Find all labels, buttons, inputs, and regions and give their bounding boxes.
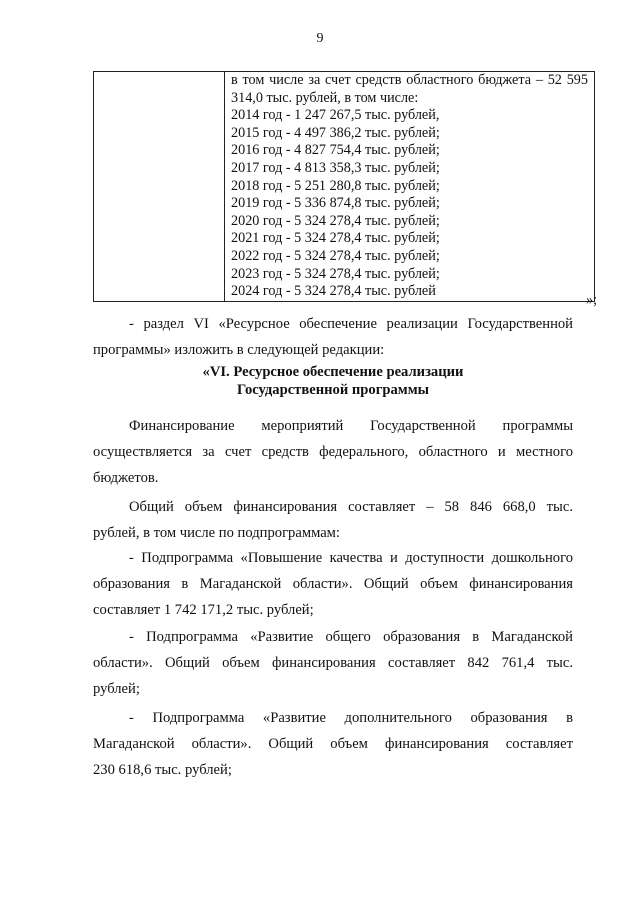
year-line: 2015 год - 4 497 386,2 тыс. рублей; bbox=[231, 124, 440, 141]
year-line: 2024 год - 5 324 278,4 тыс. рублей bbox=[231, 283, 436, 300]
paragraph-line: рублей, в том числе по подпрограммам: bbox=[93, 525, 340, 541]
section-title-line: «VI. Ресурсное обеспечение реализации bbox=[202, 364, 464, 380]
year-line: 2022 год - 5 324 278,4 тыс. рублей; bbox=[231, 247, 440, 264]
table-cell-left bbox=[94, 72, 225, 302]
section-title bbox=[93, 363, 573, 399]
paragraph-line: - Подпрограмма «Повышение качества и доступности дошкольного bbox=[129, 550, 573, 566]
paragraph-line: 230 618,6 тыс. рублей; bbox=[93, 762, 232, 778]
year-line: 2021 год - 5 324 278,4 тыс. рублей; bbox=[231, 230, 440, 247]
paragraph-line: рублей; bbox=[93, 681, 140, 697]
subprogram-3-paragraph bbox=[93, 705, 573, 783]
paragraph-line: составляет 1 742 171,2 тыс. рублей; bbox=[93, 602, 314, 618]
budget-intro: в том числе за счет средств областного бюджета – 52 595 314,0 тыс. рублей, в том числе: bbox=[231, 72, 588, 106]
paragraph-line: Общий объем финансирования составляет – 58 846 668,0 тыс. bbox=[129, 499, 573, 515]
year-line: 2019 год - 5 336 874,8 тыс. рублей; bbox=[231, 195, 440, 212]
table-row bbox=[94, 72, 595, 302]
budget-table bbox=[93, 71, 595, 302]
subprogram-2-paragraph bbox=[93, 624, 573, 702]
paragraph-line: области». Общий объем финансирования составляет 842 761,4 тыс. bbox=[93, 655, 573, 671]
year-line: 2014 год - 1 247 267,5 тыс. рублей, bbox=[231, 107, 440, 124]
financing-paragraph bbox=[93, 413, 573, 491]
paragraph-line: бюджетов. bbox=[93, 470, 159, 486]
year-line: 2017 год - 4 813 358,3 тыс. рублей; bbox=[231, 159, 440, 176]
paragraph-line: - Подпрограмма «Развитие дополнительного образования в bbox=[129, 710, 573, 726]
instruction-line: - раздел VI «Ресурсное обеспечение реализации Государственной bbox=[129, 316, 573, 332]
paragraph-line: Финансирование мероприятий Государственной программы bbox=[129, 418, 573, 434]
paragraph-line: - Подпрограмма «Развитие общего образования в Магаданской bbox=[129, 629, 573, 645]
closing-quote-mark: »; bbox=[586, 292, 598, 308]
section-title-line: Государственной программы bbox=[236, 382, 430, 398]
paragraph-line: Магаданской области». Общий объем финансирования составляет bbox=[93, 736, 573, 752]
total-paragraph bbox=[93, 494, 573, 546]
page-number: 9 bbox=[316, 31, 324, 46]
year-line: 2018 год - 5 251 280,8 тыс. рублей; bbox=[231, 177, 440, 194]
table-cell-right bbox=[225, 72, 595, 302]
paragraph-line: осуществляется за счет средств федерального, областного и местного bbox=[93, 444, 573, 460]
year-line: 2016 год - 4 827 754,4 тыс. рублей; bbox=[231, 142, 440, 159]
instruction-line: программы» изложить в следующей редакции: bbox=[93, 342, 385, 358]
paragraph-line: образования в Магаданской области». Общий объем финансирования bbox=[93, 576, 573, 592]
subprogram-1-paragraph bbox=[93, 545, 573, 623]
year-line: 2023 год - 5 324 278,4 тыс. рублей; bbox=[231, 265, 440, 282]
instruction-paragraph bbox=[93, 311, 573, 363]
year-line: 2020 год - 5 324 278,4 тыс. рублей; bbox=[231, 212, 440, 229]
